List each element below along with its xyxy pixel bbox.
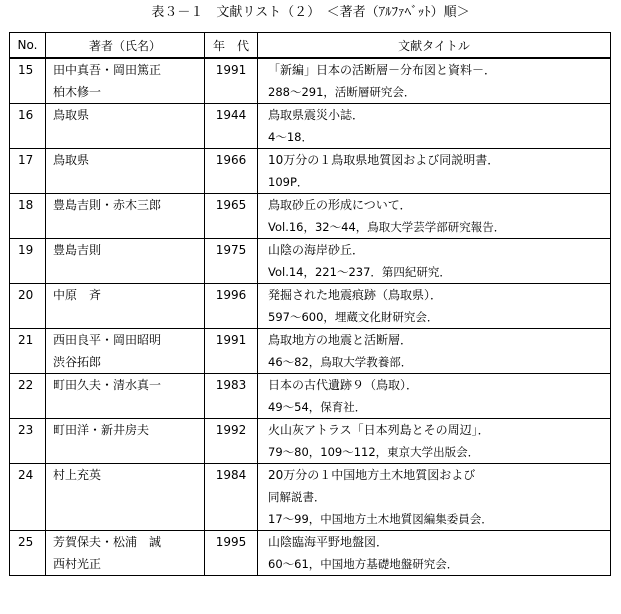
reference-detail: 60～61，中国地方基礎地盤研究会． bbox=[268, 557, 459, 571]
reference-title: 鳥取県震災小誌． bbox=[268, 108, 365, 122]
table-row bbox=[10, 329, 611, 374]
reference-detail: 49～54，保育社． bbox=[268, 400, 367, 414]
row-number: 16 bbox=[18, 108, 34, 122]
reference-title: 発掘された地震痕跡（鳥取県）． bbox=[268, 288, 443, 302]
reference-detail: 109P． bbox=[268, 175, 309, 189]
table-caption: 表３－１ 文献リスト（２） ＜著者（ｱﾙﾌｧﾍﾞｯﾄ）順＞ bbox=[151, 5, 470, 20]
publication-year: 1966 bbox=[215, 153, 247, 167]
reference-title: 火山灰アトラス「日本列島とその周辺」． bbox=[268, 423, 490, 437]
header-no: No. bbox=[10, 33, 46, 59]
cell-no bbox=[10, 329, 46, 374]
cell-author bbox=[46, 284, 205, 329]
author-name: 町田久夫・清水真一 bbox=[53, 378, 162, 392]
author-name: 豊島吉則 bbox=[53, 243, 102, 257]
cell-no bbox=[10, 104, 46, 149]
table-body bbox=[10, 58, 611, 576]
cell-no bbox=[10, 419, 46, 464]
cell-year bbox=[205, 104, 258, 149]
cell-year bbox=[205, 531, 258, 576]
cell-author bbox=[46, 239, 205, 284]
cell-year bbox=[205, 419, 258, 464]
row-number: 24 bbox=[18, 468, 34, 482]
cell-author bbox=[46, 194, 205, 239]
publication-year: 1944 bbox=[215, 108, 247, 122]
author-name: 中原 斉 bbox=[53, 288, 102, 302]
reference-title: 「新編」日本の活断層－分布図と資料－． bbox=[268, 63, 497, 77]
cell-no bbox=[10, 194, 46, 239]
publication-year: 1991 bbox=[215, 333, 247, 347]
table-row bbox=[10, 194, 611, 239]
cell-no bbox=[10, 374, 46, 419]
cell-author bbox=[46, 58, 205, 104]
header-title: 文献タイトル bbox=[258, 33, 611, 59]
cell-author bbox=[46, 329, 205, 374]
publication-year: 1992 bbox=[215, 423, 247, 437]
header-year: 年 代 bbox=[205, 33, 258, 59]
reference-detail: 288～291，活断層研究会． bbox=[268, 85, 416, 99]
table-row bbox=[10, 464, 611, 531]
publication-year: 1995 bbox=[215, 535, 247, 549]
cell-author bbox=[46, 419, 205, 464]
cell-year bbox=[205, 464, 258, 531]
publication-year: 1983 bbox=[215, 378, 247, 392]
table-row bbox=[10, 58, 611, 104]
table-row bbox=[10, 149, 611, 194]
row-number: 18 bbox=[18, 198, 34, 212]
cell-title bbox=[258, 531, 611, 576]
publication-year: 1984 bbox=[215, 468, 247, 482]
cell-year bbox=[205, 149, 258, 194]
cell-author bbox=[46, 374, 205, 419]
author-name: 町田洋・新井房夫 bbox=[53, 423, 150, 437]
reference-title: 山陰の海岸砂丘． bbox=[268, 243, 365, 257]
cell-no bbox=[10, 464, 46, 531]
reference-detail: 4～18． bbox=[268, 130, 313, 144]
reference-title: 日本の古代遺跡９（鳥取）． bbox=[268, 378, 419, 392]
references-table bbox=[9, 32, 611, 576]
author-name: 豊島吉則・赤木三郎 bbox=[53, 198, 162, 212]
table-row bbox=[10, 419, 611, 464]
publication-year: 1975 bbox=[215, 243, 247, 257]
cell-no bbox=[10, 531, 46, 576]
author-name: 西田良平・岡田昭明 bbox=[53, 333, 162, 347]
cell-title bbox=[258, 419, 611, 464]
header-row bbox=[10, 33, 611, 59]
row-number: 20 bbox=[18, 288, 34, 302]
author-name: 鳥取県 bbox=[53, 153, 90, 167]
header-author: 著者（氏名） bbox=[46, 33, 205, 59]
reference-detail: 46～82，鳥取大学教養部． bbox=[268, 355, 413, 369]
cell-title bbox=[258, 194, 611, 239]
reference-title: 鳥取砂丘の形成について． bbox=[268, 198, 412, 212]
row-number: 17 bbox=[18, 153, 34, 167]
cell-year bbox=[205, 58, 258, 104]
reference-title: 山陰臨海平野地盤図． bbox=[268, 535, 389, 549]
author-name: 芳賀保夫・松浦 誠 bbox=[53, 535, 162, 549]
cell-title bbox=[258, 239, 611, 284]
row-number: 21 bbox=[18, 333, 34, 347]
author-name: 田中真吾・岡田篤正 bbox=[53, 63, 162, 77]
cell-title bbox=[258, 58, 611, 104]
cell-year bbox=[205, 329, 258, 374]
publication-year: 1965 bbox=[215, 198, 247, 212]
author-name: 柏木修一 bbox=[53, 85, 102, 99]
author-name: 村上充英 bbox=[53, 468, 102, 482]
cell-no bbox=[10, 58, 46, 104]
publication-year: 1991 bbox=[215, 63, 247, 77]
author-name: 渋谷拓郎 bbox=[53, 355, 102, 369]
cell-title bbox=[258, 464, 611, 531]
table-row bbox=[10, 239, 611, 284]
author-name: 西村光正 bbox=[53, 557, 102, 571]
cell-title bbox=[258, 374, 611, 419]
row-number: 19 bbox=[18, 243, 34, 257]
row-number: 22 bbox=[18, 378, 34, 392]
cell-title bbox=[258, 104, 611, 149]
cell-no bbox=[10, 239, 46, 284]
reference-detail: 597～600，埋蔵文化財研究会． bbox=[268, 310, 439, 324]
cell-year bbox=[205, 239, 258, 284]
row-number: 25 bbox=[18, 535, 34, 549]
row-number: 23 bbox=[18, 423, 34, 437]
table-row bbox=[10, 284, 611, 329]
cell-title bbox=[258, 284, 611, 329]
reference-detail: 17～99，中国地方土木地質図編集委員会． bbox=[268, 512, 493, 526]
cell-no bbox=[10, 149, 46, 194]
publication-year: 1996 bbox=[215, 288, 247, 302]
cell-title bbox=[258, 149, 611, 194]
cell-author bbox=[46, 104, 205, 149]
reference-title: 鳥取地方の地震と活断層． bbox=[268, 333, 413, 347]
cell-no bbox=[10, 284, 46, 329]
cell-author bbox=[46, 149, 205, 194]
reference-title: 10万分の１鳥取県地質図および同説明書． bbox=[268, 153, 500, 167]
reference-detail: Vol.16，32～44，鳥取大学芸学部研究報告． bbox=[268, 220, 506, 234]
cell-author bbox=[46, 464, 205, 531]
reference-title: 20万分の１中国地方土木地質図および bbox=[268, 468, 476, 482]
table-row bbox=[10, 374, 611, 419]
reference-detail: 同解説書． bbox=[268, 490, 326, 504]
reference-detail: 79～80，109～112，東京大学出版会． bbox=[268, 445, 480, 459]
cell-year bbox=[205, 374, 258, 419]
reference-detail: Vol.14，221～237．第四紀研究． bbox=[268, 265, 451, 279]
row-number: 15 bbox=[18, 63, 34, 77]
table-row bbox=[10, 531, 611, 576]
table-row bbox=[10, 104, 611, 149]
cell-year bbox=[205, 194, 258, 239]
cell-title bbox=[258, 329, 611, 374]
author-name: 鳥取県 bbox=[53, 108, 90, 122]
cell-year bbox=[205, 284, 258, 329]
cell-author bbox=[46, 531, 205, 576]
